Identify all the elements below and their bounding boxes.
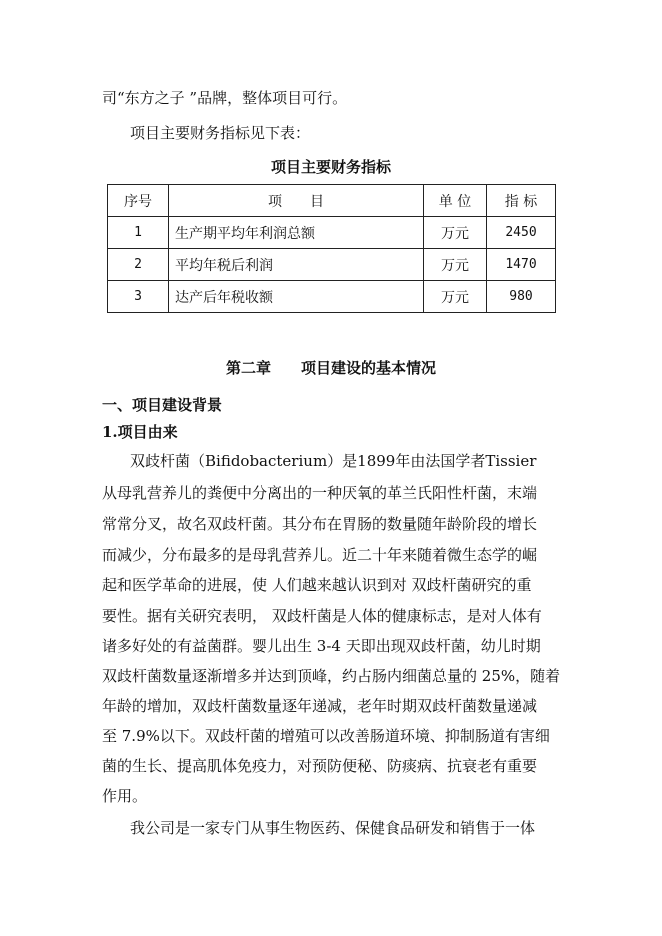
body-line: 双歧杆菌（Bifidobacterium）是1899年由法国学者Tissier — [130, 452, 537, 470]
row-item: 平均年税后利润 — [169, 249, 424, 281]
row-value: 1470 — [487, 249, 556, 281]
row-no: 2 — [108, 249, 169, 281]
subsection-heading: 1.项目由来 — [102, 423, 178, 441]
financial-indicators-table — [107, 184, 556, 313]
body-line: 菌的生长、提高肌体免疫力，对预防便秘、防痰病、抗衰老有重要 — [102, 757, 538, 775]
table-row — [108, 249, 556, 281]
row-unit: 万元 — [424, 281, 487, 313]
header-unit: 单 位 — [424, 185, 487, 217]
intro-line-1: 司“东方之子 ”品牌，整体项目可行。 — [102, 89, 348, 107]
row-item: 达产后年税收额 — [169, 281, 424, 313]
chapter-heading — [0, 358, 662, 378]
body-line: 起和医学革命的进展，使 人们越来越认识到对 双歧杆菌研究的重 — [102, 576, 532, 594]
body-line: 要性。据有关研究表明， 双歧杆菌是人体的健康标志，是对人体有 — [102, 607, 542, 625]
row-no: 1 — [108, 217, 169, 249]
chapter-number: 第二章 — [225, 359, 271, 377]
header-value: 指 标 — [487, 185, 556, 217]
row-unit: 万元 — [424, 249, 487, 281]
section-heading: 一、项目建设背景 — [102, 396, 223, 414]
row-item: 生产期平均年利润总额 — [169, 217, 424, 249]
table-row — [108, 217, 556, 249]
row-value: 980 — [487, 281, 556, 313]
body-line: 而减少，分布最多的是母乳营养儿。近二十年来随着微生态学的崛 — [102, 546, 538, 564]
row-unit: 万元 — [424, 217, 487, 249]
chapter-title: 项目建设的基本情况 — [301, 359, 437, 377]
table-title: 项目主要财务指标 — [270, 158, 391, 176]
header-no: 序号 — [108, 185, 169, 217]
row-value: 2450 — [487, 217, 556, 249]
body-line: 年龄的增加，双歧杆菌数量逐年递减，老年时期双歧杆菌数量递减 — [102, 697, 538, 715]
body-line: 我公司是一家专门从事生物医药、保健食品研发和销售于一体 — [130, 819, 536, 837]
body-line: 诸多好处的有益菌群。婴儿出生 3-4 天即出现双歧杆菌，幼儿时期 — [102, 637, 541, 655]
body-line: 至 7.9%以下。双歧杆菌的增殖可以改善肠道环境、抑制肠道有害细 — [102, 727, 550, 745]
body-line: 作用。 — [102, 787, 148, 805]
body-line: 双歧杆菌数量逐渐增多并达到顶峰，约占肠内细菌总量的 25%，随着 — [102, 667, 561, 685]
body-line: 常常分叉，故名双歧杆菌。其分布在胃肠的数量随年龄阶段的增长 — [102, 515, 538, 533]
header-item: 项 目 — [169, 185, 424, 217]
row-no: 3 — [108, 281, 169, 313]
table-row — [108, 281, 556, 313]
table-header-row — [108, 185, 556, 217]
intro-line-2: 项目主要财务指标见下表： — [130, 124, 311, 142]
body-line: 从母乳营养儿的粪便中分离出的一种厌氧的革兰氏阳性杆菌，末端 — [102, 484, 538, 502]
